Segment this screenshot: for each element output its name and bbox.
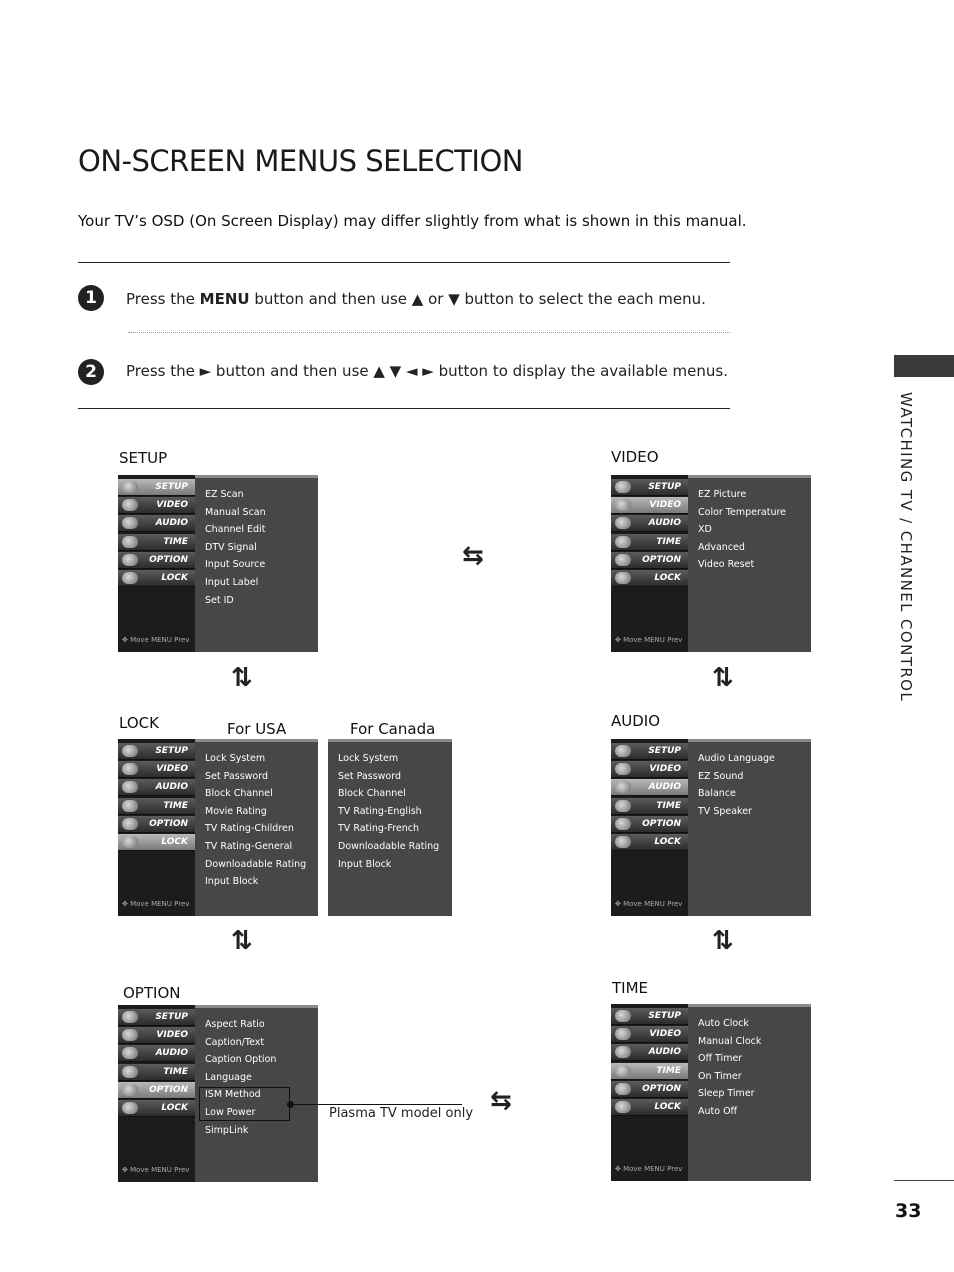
- divider-dotted: [128, 332, 730, 333]
- audio-icon: [122, 517, 138, 529]
- side-label: WATCHING TV / CHANNEL CONTROL: [897, 392, 915, 703]
- step-1-text: [126, 290, 706, 308]
- osd-menu-item[interactable]: Block Channel: [205, 788, 273, 800]
- osd-tab-lock[interactable]: [118, 834, 195, 851]
- lock-icon: [122, 572, 138, 584]
- osd-lock-usa: [118, 739, 318, 916]
- osd-menu-item[interactable]: Block Channel: [338, 788, 406, 800]
- step-2-number: 2: [78, 359, 104, 385]
- osd-menu-item[interactable]: Set Password: [205, 770, 268, 782]
- osd-tab-label: VIDEO: [156, 764, 188, 775]
- time-label: TIME: [612, 979, 649, 997]
- osd-tab-label: SETUP: [155, 1012, 188, 1022]
- osd-tab-label: VIDEO: [156, 500, 188, 511]
- video-icon: [615, 1028, 631, 1040]
- osd-tab-label: SETUP: [648, 1011, 681, 1021]
- audio-icon: [122, 781, 138, 793]
- setup-label: SETUP: [119, 449, 168, 467]
- osd-tab-time[interactable]: [611, 798, 688, 815]
- osd-menu-item[interactable]: TV Rating-General: [205, 841, 293, 852]
- osd-tab-column: [118, 739, 195, 916]
- swap-horizontal-icon: ⇆: [462, 541, 484, 571]
- osd-tab-audio[interactable]: [118, 515, 195, 532]
- osd-tab-label: AUDIO: [155, 518, 188, 529]
- osd-tab-label: LOCK: [161, 1103, 188, 1113]
- osd-menu-item[interactable]: Manual Scan: [205, 506, 266, 518]
- osd-menu-item[interactable]: Advanced: [698, 541, 745, 553]
- osd-tab-label: OPTION: [149, 818, 188, 829]
- osd-tab-video[interactable]: [118, 1027, 195, 1044]
- osd-tab-label: AUDIO: [155, 1048, 188, 1059]
- callout-text: Plasma TV model only: [329, 1106, 474, 1121]
- setup-icon: [615, 481, 631, 493]
- osd-tab-lock[interactable]: [611, 834, 688, 851]
- osd-menu-item[interactable]: EZ Sound: [698, 770, 744, 782]
- osd-menu-panel: [195, 475, 318, 652]
- setup-icon: [122, 481, 138, 493]
- osd-tab-video[interactable]: [611, 761, 688, 778]
- osd-menu-item[interactable]: Manual Clock: [698, 1035, 762, 1047]
- osd-menu-item[interactable]: Caption/Text: [205, 1036, 265, 1048]
- swap-vertical-icon: ⇅: [712, 926, 734, 956]
- osd-tab-label: VIDEO: [649, 1029, 681, 1040]
- osd-tab-video[interactable]: [118, 497, 195, 514]
- osd-video: [611, 475, 811, 652]
- lock-canada-label: For Canada: [350, 720, 436, 738]
- osd-time: [611, 1004, 811, 1181]
- osd-tab-option[interactable]: [118, 816, 195, 833]
- osd-nav-hint: ✥ Move MENU Prev: [615, 900, 683, 908]
- osd-menu-item[interactable]: Color Temperature: [698, 506, 787, 518]
- osd-setup: [118, 475, 318, 652]
- lock-label: LOCK: [119, 714, 159, 732]
- option-icon: [122, 818, 138, 830]
- swap-vertical-icon: ⇅: [712, 663, 734, 693]
- osd-menu-item[interactable]: Caption Option: [205, 1054, 277, 1066]
- lock-icon: [615, 836, 631, 848]
- osd-tab-column: [118, 1005, 195, 1182]
- osd-menu-item[interactable]: Video Reset: [698, 559, 755, 571]
- video-icon: [122, 1029, 138, 1041]
- osd-menu-item[interactable]: XD: [698, 524, 712, 536]
- callout-box: [199, 1087, 290, 1121]
- osd-tab-option[interactable]: [118, 552, 195, 569]
- step-2-text: Press the ► button and then use ▲ ▼ ◄ ► button to display the available menus.: [126, 362, 728, 380]
- osd-lock-canada-panel: [328, 739, 452, 916]
- setup-icon: [122, 745, 138, 757]
- osd-tab-time[interactable]: [118, 798, 195, 815]
- osd-menu-item[interactable]: Input Block: [205, 876, 259, 888]
- video-icon: [615, 499, 631, 511]
- osd-menu-item[interactable]: Lock System: [205, 753, 266, 764]
- osd-tab-label: TIME: [656, 536, 681, 547]
- osd-tab-audio[interactable]: [118, 1045, 195, 1062]
- osd-tab-label: LOCK: [654, 573, 681, 583]
- osd-menu-item[interactable]: Input Label: [205, 577, 259, 588]
- osd-tab-label: LOCK: [654, 1102, 681, 1112]
- osd-tab-label: TIME: [656, 1065, 681, 1076]
- osd-menu-item[interactable]: Channel Edit: [205, 524, 266, 536]
- osd-menu-item[interactable]: Off Timer: [698, 1053, 743, 1065]
- osd-tab-label: TIME: [163, 800, 188, 811]
- lock-icon: [122, 836, 138, 848]
- osd-tab-setup[interactable]: [118, 1009, 195, 1026]
- osd-tab-label: VIDEO: [649, 500, 681, 511]
- divider-top: [78, 262, 730, 263]
- osd-menu-item[interactable]: EZ Scan: [205, 489, 244, 500]
- swap-vertical-icon: ⇅: [231, 663, 253, 693]
- audio-icon: [615, 781, 631, 793]
- page-subtitle: Your TV’s OSD (On Screen Display) may differ slightly from what is shown in this manual.: [78, 212, 747, 230]
- osd-tab-audio[interactable]: [611, 1044, 688, 1061]
- osd-tab-label: OPTION: [642, 818, 681, 829]
- osd-menu-item[interactable]: Downloadable Rating: [338, 841, 440, 852]
- osd-menu-item[interactable]: Auto Clock: [698, 1018, 749, 1029]
- option-icon: [615, 1083, 631, 1095]
- osd-menu-item[interactable]: Balance: [698, 788, 736, 800]
- video-label: VIDEO: [611, 448, 659, 466]
- time-icon: [615, 1065, 631, 1077]
- osd-tab-label: SETUP: [155, 482, 188, 492]
- osd-nav-hint: ✥ Move MENU Prev: [615, 1165, 683, 1173]
- osd-tab-label: SETUP: [648, 746, 681, 756]
- osd-menu-item[interactable]: Input Block: [338, 858, 392, 870]
- osd-menu-panel: [328, 739, 452, 916]
- osd-tab-setup[interactable]: [611, 743, 688, 760]
- osd-tab-label: LOCK: [161, 573, 188, 583]
- option-icon: [122, 554, 138, 566]
- osd-menu-item[interactable]: TV Rating-English: [338, 805, 422, 817]
- osd-tab-time[interactable]: [611, 1063, 688, 1080]
- step-1-pre: Press the: [126, 290, 195, 308]
- osd-tab-label: OPTION: [149, 1084, 188, 1095]
- osd-menu-item[interactable]: TV Rating-French: [338, 823, 419, 835]
- osd-tab-time[interactable]: [611, 534, 688, 551]
- osd-menu-item[interactable]: Sleep Timer: [698, 1088, 755, 1100]
- lock-icon: [615, 1101, 631, 1113]
- swap-vertical-icon: ⇅: [231, 926, 253, 956]
- setup-icon: [122, 1011, 138, 1023]
- osd-tab-video[interactable]: [118, 761, 195, 778]
- osd-tab-option[interactable]: [118, 1082, 195, 1099]
- osd-tab-video[interactable]: [611, 1026, 688, 1043]
- osd-menu-panel: [688, 475, 811, 652]
- osd-tab-option[interactable]: [611, 1081, 688, 1098]
- lock-icon: [122, 1102, 138, 1114]
- osd-menu-item[interactable]: Auto Off: [698, 1106, 738, 1117]
- osd-tab-time[interactable]: [118, 1064, 195, 1081]
- osd-menu-item[interactable]: EZ Picture: [698, 489, 747, 500]
- osd-tab-label: VIDEO: [156, 1030, 188, 1041]
- osd-tab-label: LOCK: [654, 837, 681, 847]
- audio-icon: [615, 1046, 631, 1058]
- video-icon: [122, 763, 138, 775]
- osd-audio: [611, 739, 811, 916]
- osd-tab-label: OPTION: [642, 1083, 681, 1094]
- osd-nav-hint: ✥ Move MENU Prev: [122, 1166, 190, 1174]
- setup-icon: [615, 1010, 631, 1022]
- page-title: ON-SCREEN MENUS SELECTION: [78, 144, 523, 178]
- time-icon: [122, 536, 138, 548]
- step-1-menu-word: MENU: [199, 290, 250, 308]
- video-icon: [122, 499, 138, 511]
- osd-menu-item[interactable]: TV Rating-Children: [205, 823, 294, 835]
- osd-tab-setup[interactable]: [118, 743, 195, 760]
- osd-tab-label: AUDIO: [648, 782, 681, 793]
- callout-line: [290, 1104, 462, 1105]
- osd-tab-label: SETUP: [155, 746, 188, 756]
- osd-tab-label: VIDEO: [649, 764, 681, 775]
- osd-menu-item[interactable]: Downloadable Rating: [205, 858, 307, 870]
- time-icon: [615, 800, 631, 812]
- osd-menu-item[interactable]: SimpLink: [205, 1124, 249, 1136]
- callout-dot: [287, 1101, 294, 1108]
- osd-menu-panel: [195, 739, 318, 916]
- osd-menu-item[interactable]: On Timer: [698, 1070, 742, 1082]
- step-1-number: 1: [78, 285, 104, 311]
- option-icon: [615, 818, 631, 830]
- time-icon: [615, 536, 631, 548]
- osd-menu-item[interactable]: Input Source: [205, 559, 266, 571]
- osd-tab-label: SETUP: [648, 482, 681, 492]
- footer-line: [894, 1180, 954, 1181]
- audio-label: AUDIO: [611, 712, 661, 730]
- osd-menu-item[interactable]: TV Speaker: [698, 805, 752, 817]
- osd-tab-lock[interactable]: [611, 570, 688, 587]
- osd-tab-audio[interactable]: [118, 779, 195, 796]
- osd-nav-hint: ✥ Move MENU Prev: [122, 636, 190, 644]
- osd-menu-item[interactable]: Lock System: [338, 753, 399, 764]
- osd-menu-item[interactable]: ISM Method: [205, 1089, 261, 1101]
- osd-tab-column: [611, 1004, 688, 1181]
- step-1-post: button and then use ▲ or ▼ button to select the each menu.: [254, 290, 706, 308]
- osd-tab-label: OPTION: [642, 554, 681, 565]
- time-icon: [122, 800, 138, 812]
- page-number: 33: [895, 1200, 922, 1222]
- osd-tab-setup[interactable]: [611, 1008, 688, 1025]
- sidebar-block: [894, 355, 954, 377]
- osd-tab-label: AUDIO: [648, 518, 681, 529]
- osd-menu-item[interactable]: Low Power: [205, 1107, 256, 1118]
- osd-menu-panel: [688, 1004, 811, 1181]
- video-icon: [615, 763, 631, 775]
- lock-usa-label: For USA: [227, 720, 287, 738]
- setup-icon: [615, 745, 631, 757]
- osd-menu-item[interactable]: Aspect Ratio: [205, 1019, 265, 1030]
- osd-menu-item[interactable]: Set ID: [205, 594, 234, 606]
- option-icon: [615, 554, 631, 566]
- osd-tab-label: AUDIO: [155, 782, 188, 793]
- osd-tab-label: OPTION: [149, 554, 188, 565]
- osd-nav-hint: ✥ Move MENU Prev: [122, 900, 190, 908]
- osd-tab-audio[interactable]: [611, 515, 688, 532]
- option-icon: [122, 1084, 138, 1096]
- divider-bottom: [78, 408, 730, 409]
- osd-tab-label: AUDIO: [648, 1047, 681, 1058]
- osd-tab-label: TIME: [656, 800, 681, 811]
- osd-tab-label: TIME: [163, 536, 188, 547]
- osd-tab-setup[interactable]: [611, 479, 688, 496]
- osd-tab-column: [611, 739, 688, 916]
- osd-tab-column: [118, 475, 195, 652]
- osd-tab-label: LOCK: [161, 837, 188, 847]
- osd-tab-lock[interactable]: [118, 570, 195, 587]
- lock-icon: [615, 572, 631, 584]
- osd-menu-panel: [688, 739, 811, 916]
- osd-tab-option[interactable]: [611, 816, 688, 833]
- osd-tab-lock[interactable]: [611, 1099, 688, 1116]
- option-label: OPTION: [123, 984, 181, 1002]
- osd-nav-hint: ✥ Move MENU Prev: [615, 636, 683, 644]
- osd-tab-audio[interactable]: [611, 779, 688, 796]
- osd-menu-item[interactable]: Movie Rating: [205, 805, 267, 817]
- osd-tab-label: TIME: [163, 1066, 188, 1077]
- osd-menu-item[interactable]: Audio Language: [698, 753, 775, 764]
- audio-icon: [615, 517, 631, 529]
- osd-tab-option[interactable]: [611, 552, 688, 569]
- osd-menu-item[interactable]: Language: [205, 1071, 252, 1083]
- osd-menu-item[interactable]: DTV Signal: [205, 541, 257, 553]
- osd-tab-column: [611, 475, 688, 652]
- osd-menu-item[interactable]: Set Password: [338, 770, 401, 782]
- osd-tab-setup[interactable]: [118, 479, 195, 496]
- osd-tab-video[interactable]: [611, 497, 688, 514]
- audio-icon: [122, 1047, 138, 1059]
- time-icon: [122, 1066, 138, 1078]
- osd-tab-time[interactable]: [118, 534, 195, 551]
- swap-horizontal-icon: ⇆: [490, 1086, 512, 1116]
- osd-tab-lock[interactable]: [118, 1100, 195, 1117]
